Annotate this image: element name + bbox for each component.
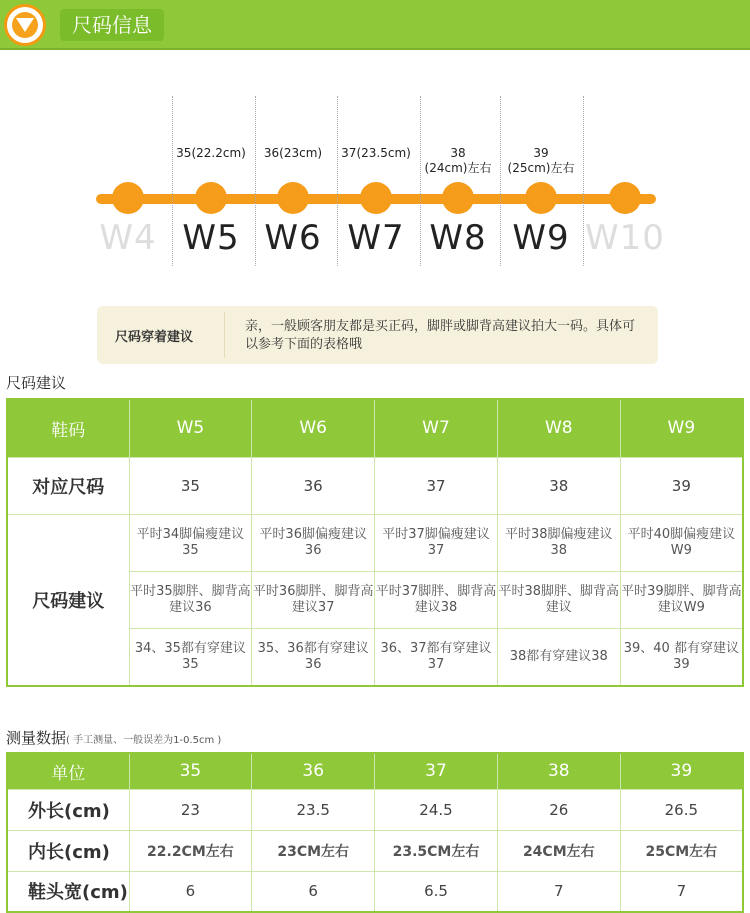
advice-cell: 39、40 都有穿建议39 (620, 628, 743, 686)
advice-cell: 平时39脚胖、脚背高建议W9 (620, 571, 743, 628)
table-cell: 23.5CM左右 (375, 830, 498, 871)
header-cell: W8 (497, 399, 620, 457)
advice-cell: 平时36脚偏瘦建议36 (252, 514, 375, 571)
row-label: 内长(cm) (7, 830, 129, 871)
header-cell: 39 (620, 753, 743, 789)
table-cell: 35 (129, 457, 252, 514)
size-marker-dot (442, 182, 474, 214)
size-note: 38 (24cm)左右 (424, 146, 492, 175)
advice-cell: 平时36脚胖、脚背高建议37 (252, 571, 375, 628)
table-cell: 24.5 (375, 789, 498, 830)
header-cell: 37 (375, 753, 498, 789)
size-label-w7: W7 (347, 218, 405, 258)
size-note: 35(22.2cm) (176, 146, 246, 160)
header-cell: W9 (620, 399, 743, 457)
table-cell: 24CM左右 (497, 830, 620, 871)
table-cell: 26 (497, 789, 620, 830)
measure-section-title (6, 727, 221, 748)
table-cell: 6.5 (375, 871, 498, 912)
ruler-divider (583, 96, 584, 266)
table-cell: 25CM左右 (620, 830, 743, 871)
table-row (7, 789, 743, 830)
advice-cell: 平时38脚偏瘦建议38 (497, 514, 620, 571)
header-cell: 38 (497, 753, 620, 789)
size-marker-dot (195, 182, 227, 214)
advice-cell: 35、36都有穿建议36 (252, 628, 375, 686)
advice-cell: 平时40脚偏瘦建议W9 (620, 514, 743, 571)
table-row (7, 871, 743, 912)
size-note: 39 (25cm)左右 (507, 146, 575, 175)
table-cell: 22.2CM左右 (129, 830, 252, 871)
size-marker-dot (277, 182, 309, 214)
header-cell: W7 (375, 399, 498, 457)
size-label-w10: W10 (585, 218, 665, 258)
tip-divider (224, 312, 225, 358)
table-cell: 36 (252, 457, 375, 514)
header-cell: W6 (252, 399, 375, 457)
section-title: 尺码信息 (60, 9, 164, 41)
section-header (0, 0, 750, 50)
size-ruler (0, 90, 750, 270)
size-label-w8: W8 (429, 218, 487, 258)
table-cell: 23.5 (252, 789, 375, 830)
size-label-w5: W5 (182, 218, 240, 258)
measure-title: 测量数据 (6, 729, 67, 747)
chevron-down-icon (4, 4, 46, 46)
table-cell: 7 (620, 871, 743, 912)
size-marker-dot (525, 182, 557, 214)
table-row (7, 830, 743, 871)
table-cell: 38 (497, 457, 620, 514)
size-marker-dot (112, 182, 144, 214)
advice-cell: 平时37脚胖、脚背高建议38 (375, 571, 498, 628)
advice-cell: 平时35脚胖、脚背高建议36 (129, 571, 252, 628)
table-cell: 26.5 (620, 789, 743, 830)
header-cell: W5 (129, 399, 252, 457)
row-label: 对应尺码 (7, 457, 129, 514)
table-cell: 7 (497, 871, 620, 912)
table-cell: 37 (375, 457, 498, 514)
row-label: 尺码建议 (7, 514, 129, 686)
header-cell: 35 (129, 753, 252, 789)
row-label: 鞋头宽(cm) (7, 871, 129, 912)
header-cell: 单位 (7, 753, 129, 789)
table-cell: 6 (252, 871, 375, 912)
advice-cell: 平时34脚偏瘦建议35 (129, 514, 252, 571)
table-cell: 6 (129, 871, 252, 912)
advice-cell: 36、37都有穿建议37 (375, 628, 498, 686)
measure-note: ( 手工测量、一般误差为1-0.5cm ) (66, 735, 222, 746)
size-note: 37(23.5cm) (341, 146, 411, 160)
header-cell: 鞋码 (7, 399, 129, 457)
size-label-w6: W6 (264, 218, 322, 258)
advice-cell: 34、35都有穿建议35 (129, 628, 252, 686)
size-note: 36(23cm) (263, 146, 323, 160)
table-cell: 39 (620, 457, 743, 514)
row-label: 外长(cm) (7, 789, 129, 830)
table-cell: 23CM左右 (252, 830, 375, 871)
advice-cell: 平时38脚胖、脚背高建议 (497, 571, 620, 628)
size-tip-box (97, 306, 658, 364)
size-advice-table (6, 398, 744, 687)
advice-cell: 平时37脚偏瘦建议37 (375, 514, 498, 571)
size-label-w9: W9 (512, 218, 570, 258)
table-cell: 23 (129, 789, 252, 830)
tip-label: 尺码穿着建议 (115, 330, 194, 345)
measure-table (6, 752, 744, 913)
header-cell: 36 (252, 753, 375, 789)
size-label-w4: W4 (99, 218, 157, 258)
size-marker-dot (609, 182, 641, 214)
tip-text: 亲，一般顾客朋友都是买正码，脚胖或脚背高建议拍大一码。具体可以参考下面的表格哦 (245, 319, 636, 352)
size-marker-dot (360, 182, 392, 214)
advice-section-title: 尺码建议 (6, 374, 67, 392)
advice-cell: 38都有穿建议38 (497, 628, 620, 686)
